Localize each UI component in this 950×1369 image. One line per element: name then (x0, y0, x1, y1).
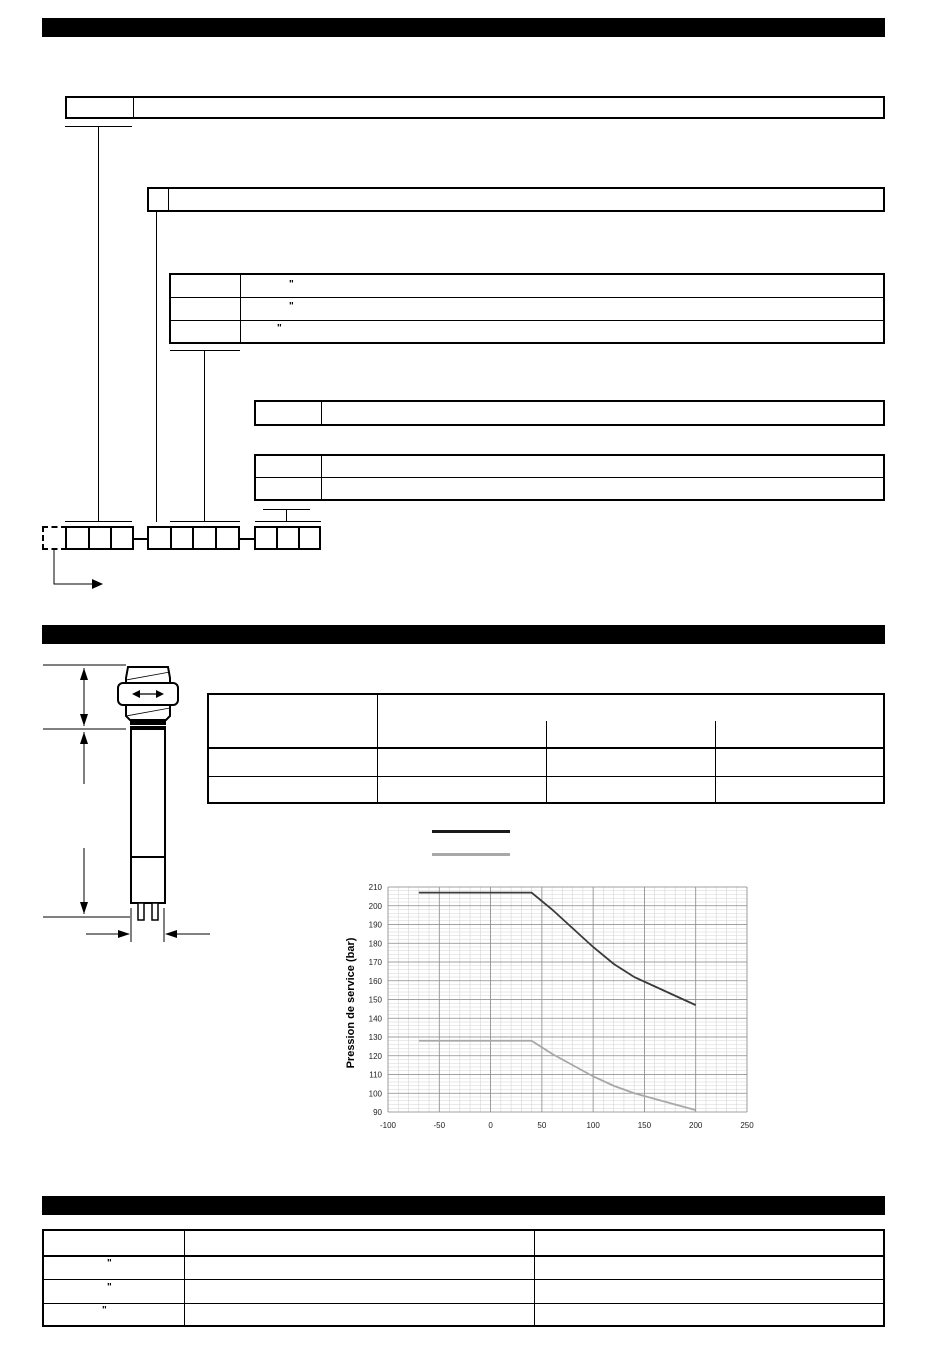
bracket-3 (65, 521, 132, 522)
code-cell (110, 526, 134, 550)
y-tick-label: 100 (368, 1089, 382, 1099)
pressure-temperature-chart (335, 875, 765, 1140)
y-tick-label: 150 (368, 995, 382, 1005)
leader-line-2 (156, 211, 157, 522)
y-tick-label: 210 (368, 883, 382, 892)
code-cell (298, 526, 321, 550)
legend-line-dark (432, 830, 510, 833)
y-tick-label: 90 (373, 1108, 382, 1117)
y-tick-label: 140 (368, 1014, 382, 1024)
quote-mark: " (102, 1305, 107, 1316)
leader-line-1 (98, 126, 99, 522)
bracket-4 (170, 521, 240, 522)
code-cell (276, 526, 300, 550)
code-cell (215, 526, 240, 550)
y-axis-label: Pression de service (bar) (345, 937, 357, 1069)
code-box-5 (254, 454, 885, 501)
bottom-table (42, 1229, 885, 1327)
y-tick-label: 120 (368, 1051, 382, 1061)
code-box-1 (65, 96, 885, 119)
code-cell-optional (42, 526, 67, 550)
y-tick-label: 200 (368, 901, 382, 911)
dash-separator (134, 538, 147, 540)
spec-table (207, 693, 885, 804)
x-tick-label: 50 (537, 1121, 547, 1130)
x-tick-label: 150 (637, 1121, 652, 1130)
section-header-bar-2 (42, 625, 885, 644)
y-tick-label: 190 (368, 920, 382, 930)
y-tick-label: 160 (368, 976, 382, 986)
x-tick-label: 0 (488, 1121, 493, 1130)
x-tick-label: -100 (379, 1121, 397, 1130)
code-cell (147, 526, 172, 550)
section-header-bar-1 (42, 18, 885, 37)
quote-mark: " (289, 301, 294, 312)
series-line-2 (419, 1041, 696, 1110)
code-cell (170, 526, 194, 550)
code-table-3rows (169, 273, 885, 344)
y-tick-label: 170 (368, 958, 382, 967)
bracket-6 (255, 521, 321, 522)
x-tick-label: 100 (586, 1121, 600, 1130)
y-tick-label: 130 (368, 1033, 382, 1042)
bracket-5-stem (286, 509, 287, 521)
section-header-bar-3 (42, 1196, 885, 1215)
y-tick-label: 110 (369, 1070, 382, 1080)
code-box-2 (147, 187, 885, 212)
quote-mark: " (107, 1282, 112, 1293)
arrow-right-icon (48, 548, 108, 590)
sensor-dimension-drawing (40, 660, 215, 950)
code-cell (254, 526, 278, 550)
quote-mark: " (277, 323, 282, 334)
x-tick-label: 250 (740, 1121, 754, 1130)
bracket-2 (170, 350, 240, 351)
legend-line-light (432, 853, 510, 856)
leader-line-3 (204, 350, 205, 522)
dash-separator (240, 538, 254, 540)
x-tick-label: -50 (433, 1121, 446, 1130)
quote-mark: " (107, 1258, 112, 1269)
code-cell (192, 526, 217, 550)
x-tick-label: 200 (689, 1121, 703, 1130)
y-tick-label: 180 (368, 939, 382, 949)
quote-mark: " (289, 279, 294, 290)
code-cell (88, 526, 112, 550)
code-box-4 (254, 400, 885, 426)
code-cell (65, 526, 90, 550)
